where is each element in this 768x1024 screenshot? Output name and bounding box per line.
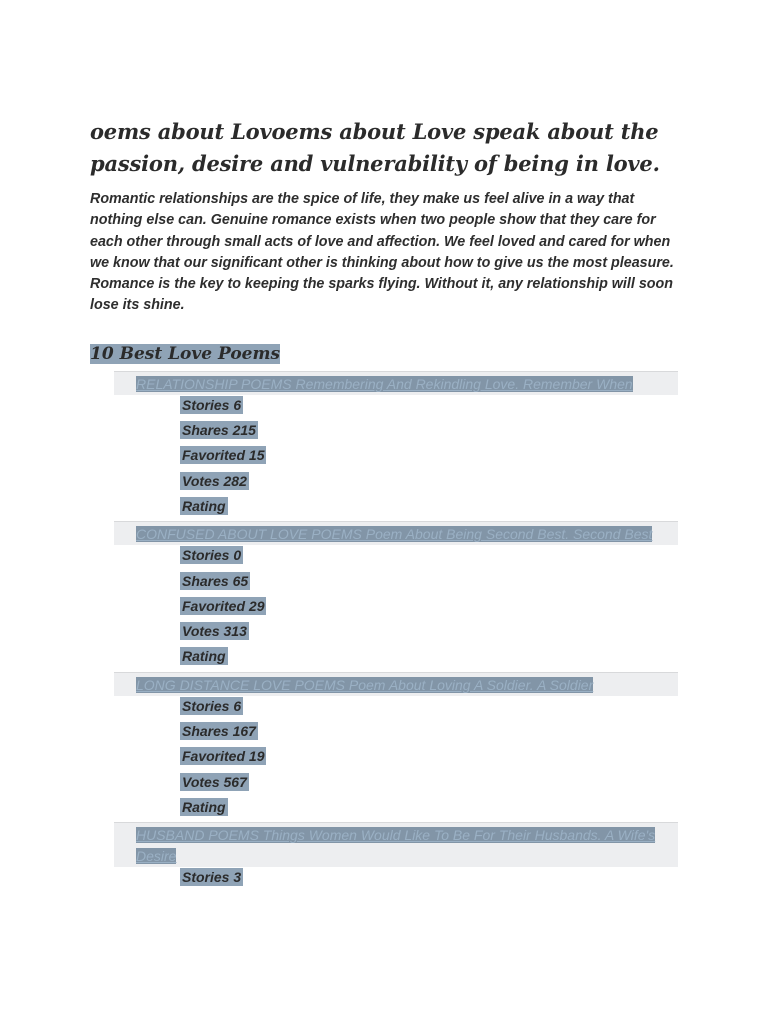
stories-count: Stories 6 [182,396,242,413]
list-item-header [114,371,678,395]
page-title: oems about Lovoems about Love speak about the passion, desire and vulnerability of being in love. [90,119,660,176]
intro-paragraph: Romantic relationships are the spice of life, they make us feel alive in a way that nothing else can. Genuine romance exists when two people show that they care for each other through small acts of love and affection. We feel loved and cared for when we know that our significant other is thinking about how to give us the most pleasure. Romance is the key to keeping the sparks flying. Without it, any relationship will soon lose its shine. [90,191,674,314]
list-item-header [114,521,678,545]
stories-count: Stories 0 [182,547,242,564]
poem-link[interactable]: CONFUSED ABOUT LOVE POEMS Poem About Being Second Best. Second Best [136,526,653,543]
poem-list [90,371,680,893]
votes-count: Votes 313 [182,623,247,640]
votes-count: Votes 282 [182,472,247,489]
poem-stats [180,545,680,671]
list-item-header [114,672,678,696]
poem-link[interactable]: LONG DISTANCE LOVE POEMS Poem About Loving A Soldier. A Soldier [136,676,594,693]
poem-stats [180,867,680,892]
stories-count: Stories 6 [182,697,242,714]
poem-link[interactable]: HUSBAND POEMS Things Women Would Like To Be For Their Husbands. A Wife's Desire [136,827,656,865]
poem-stats [180,696,680,822]
shares-count: Shares 215 [182,422,256,439]
stories-count: Stories 3 [182,869,242,886]
section-heading-text: 10 Best Love Poems [90,343,281,364]
rating-label: Rating [182,798,226,815]
list-item-header [114,822,678,867]
shares-count: Shares 65 [182,572,249,589]
votes-count: Votes 567 [182,773,247,790]
section-heading [90,343,680,365]
favorited-count: Favorited 15 [182,447,265,464]
document-page [90,116,680,893]
rating-label: Rating [182,497,226,514]
favorited-count: Favorited 29 [182,597,265,614]
poem-link[interactable]: RELATIONSHIP POEMS Remembering And Rekindling Love. Remember When [136,375,633,392]
favorited-count: Favorited 19 [182,748,265,765]
rating-label: Rating [182,648,226,665]
shares-count: Shares 167 [182,723,256,740]
poem-stats [180,395,680,521]
